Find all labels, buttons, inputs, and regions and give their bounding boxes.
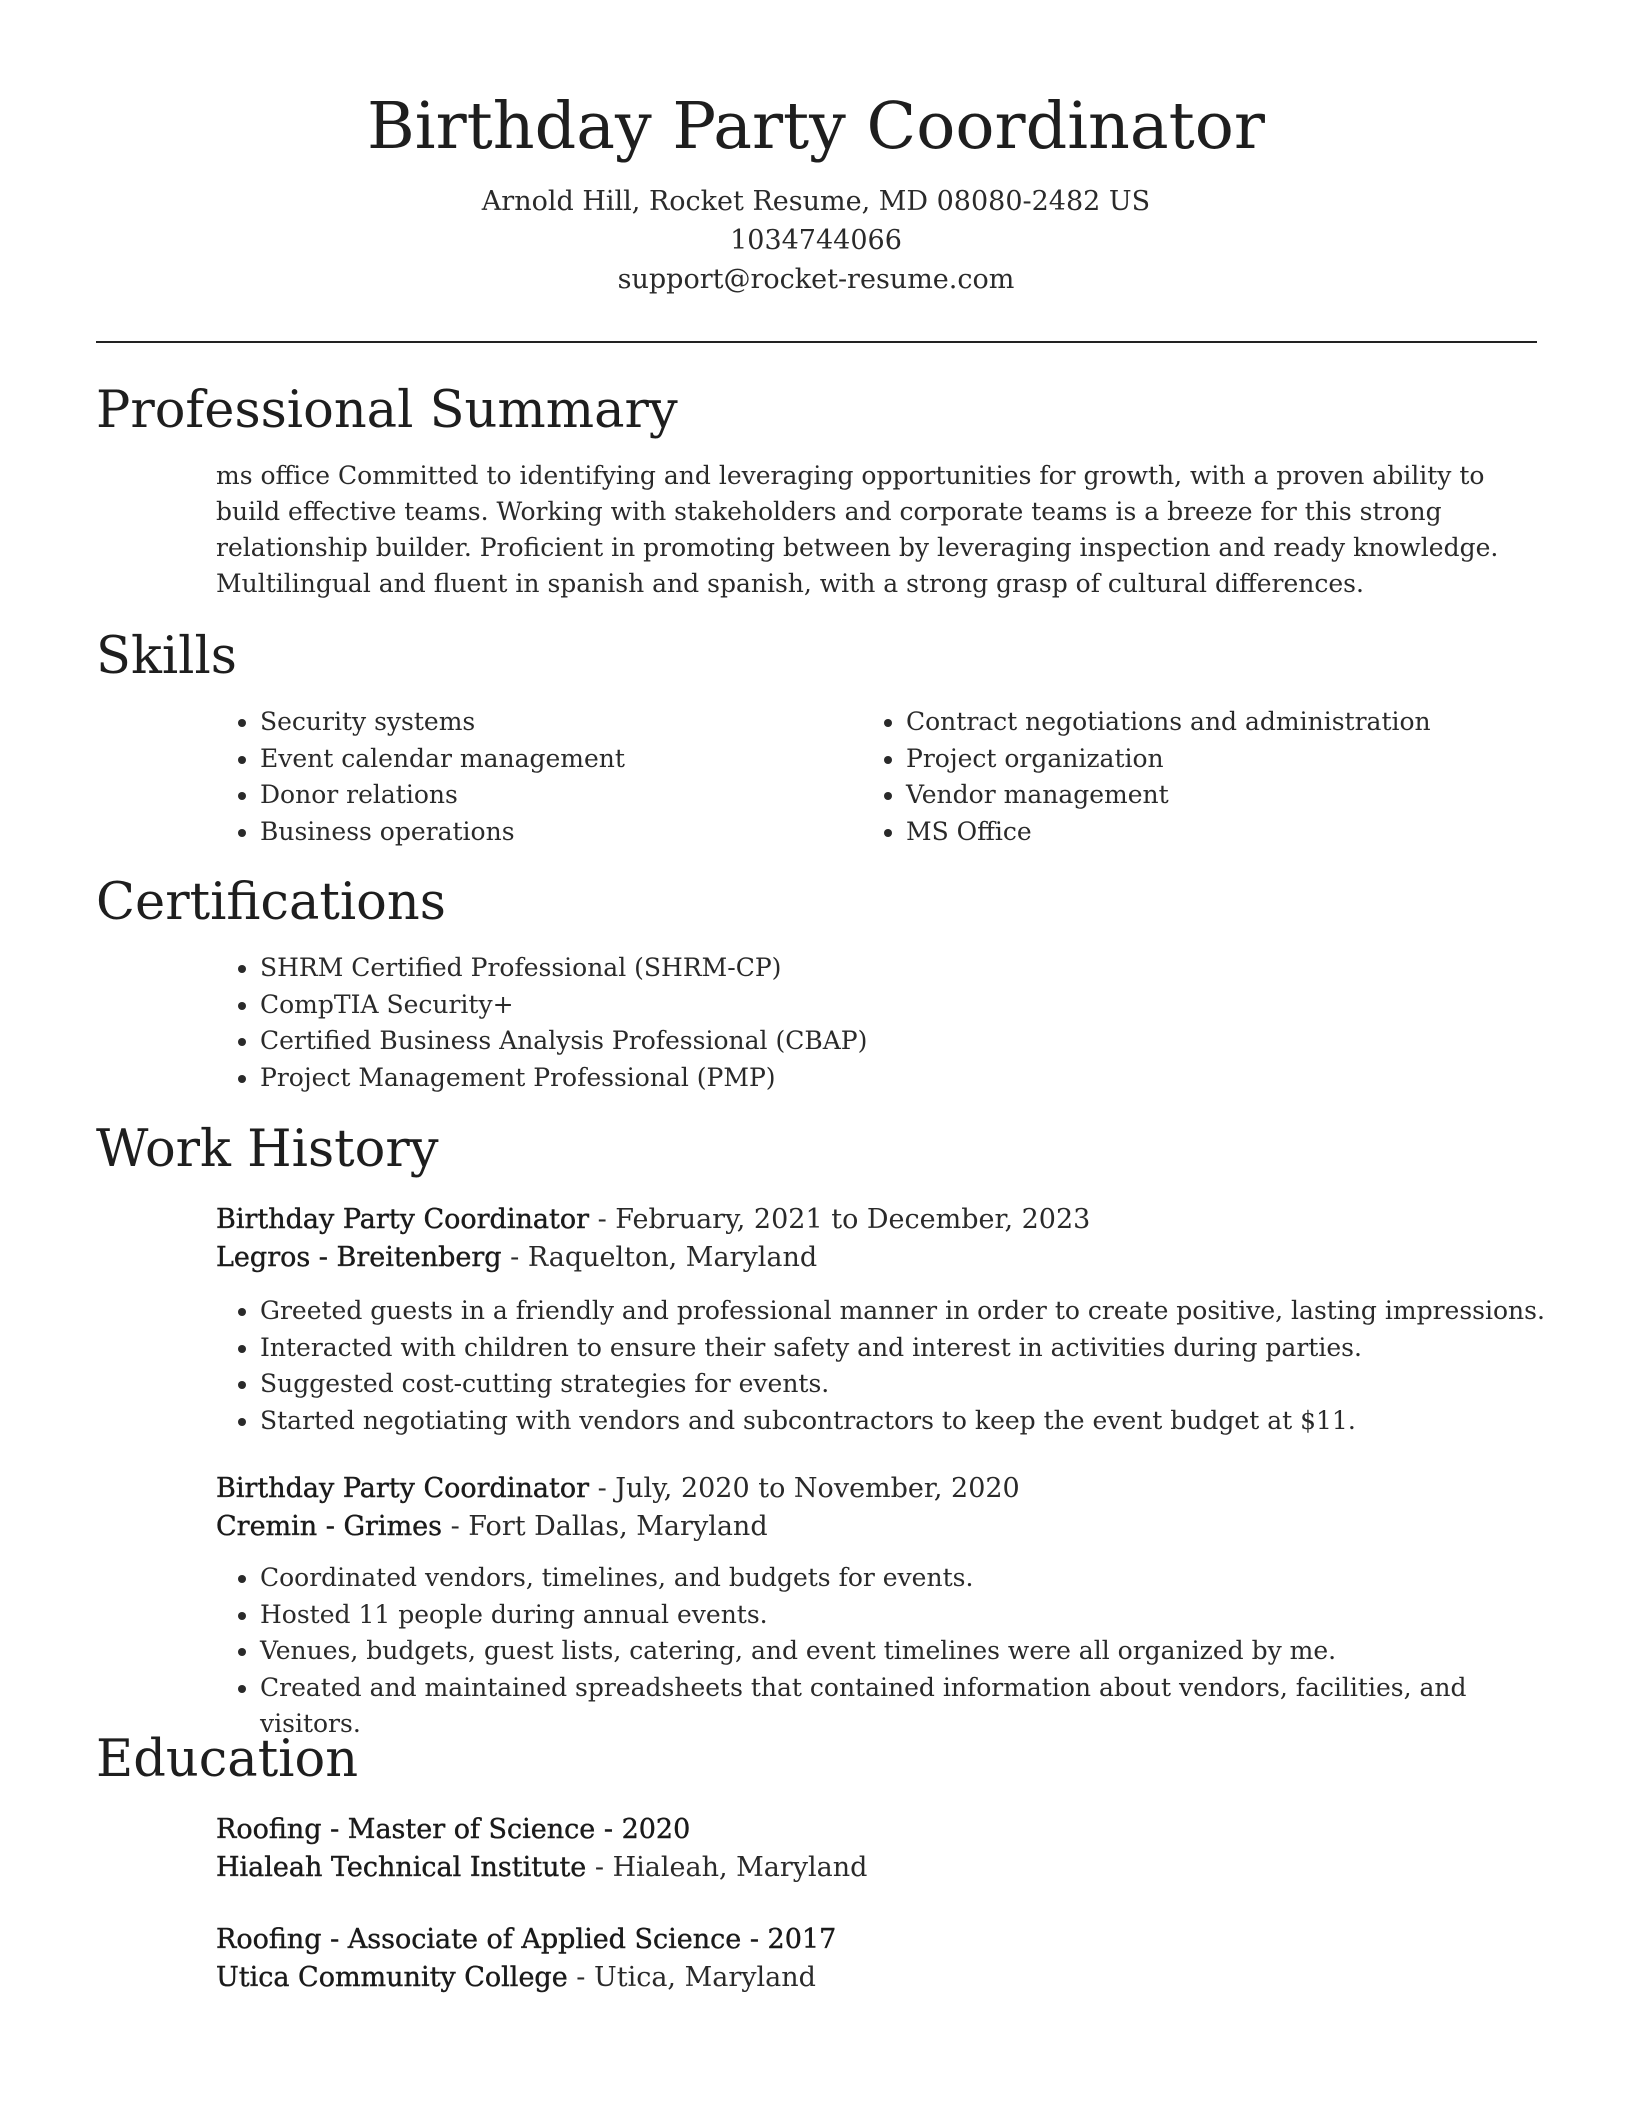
- job-bullet: • Coordinated vendors, timelines, and budgets for events.: [260, 1560, 1546, 1597]
- education-school: Hialeah Technical Institute: [216, 1852, 587, 1883]
- education-degree: Roofing - Associate of Applied Science - 2017: [216, 1924, 837, 1955]
- header-divider: [96, 341, 1537, 343]
- skill-item: • Vendor management: [906, 777, 1482, 814]
- certification-item: • Project Management Professional (PMP): [260, 1060, 1546, 1097]
- resume-header: [0, 0, 1632, 299]
- contact-block: [0, 182, 1632, 299]
- job-company: Cremin - Grimes: [216, 1511, 443, 1542]
- job-bullet: • Hosted 11 people during annual events.: [260, 1597, 1546, 1634]
- education-degree: Roofing - Master of Science - 2020: [216, 1814, 691, 1845]
- skill-item: • Event calendar management: [260, 741, 836, 778]
- education-location: - Utica, Maryland: [567, 1962, 816, 1993]
- job-location: - Fort Dallas, Maryland: [442, 1511, 768, 1542]
- job-bullet: • Greeted guests in a friendly and professional manner in order to create positive, lasting impressions.: [260, 1293, 1546, 1330]
- education-entry: [216, 1811, 1546, 1887]
- email: support@rocket-resume.com: [617, 264, 1015, 295]
- job-role: Birthday Party Coordinator: [216, 1204, 589, 1235]
- skills-column-right: [862, 704, 1482, 850]
- candidate-name: Birthday Party Coordinator: [367, 89, 1265, 164]
- job-title-line: [216, 1470, 1546, 1508]
- job-entry: [216, 1470, 1546, 1743]
- job-bullet: • Started negotiating with vendors and subcontractors to keep the event budget at $11.: [260, 1403, 1546, 1440]
- job-dates: - July, 2020 to November, 2020: [588, 1473, 1020, 1504]
- job-bullet: • Interacted with children to ensure their safety and interest in activities during parties.: [260, 1330, 1546, 1367]
- job-company-line: [216, 1239, 1546, 1277]
- education-school: Utica Community College: [216, 1962, 568, 1993]
- skill-item: • Project organization: [906, 741, 1482, 778]
- address: Arnold Hill, Rocket Resume, MD 08080-2482 US: [481, 186, 1151, 217]
- education-school-line: [216, 1849, 1546, 1887]
- job-company: Legros - Breitenberg: [216, 1242, 502, 1273]
- certification-item: • CompTIA Security+: [260, 987, 1546, 1024]
- job-bullet: • Created and maintained spreadsheets that contained information about vendors, facilities, and visitors.: [260, 1670, 1546, 1743]
- job-location: - Raquelton, Maryland: [501, 1242, 818, 1273]
- skill-item: • MS Office: [906, 814, 1482, 851]
- job-dates: - February, 2021 to December, 2023: [588, 1204, 1091, 1235]
- skill-item: • Contract negotiations and administration: [906, 704, 1482, 741]
- skills-column-left: [216, 704, 836, 850]
- education-entry: [216, 1921, 1546, 1997]
- job-title-line: [216, 1201, 1546, 1239]
- skill-item: • Donor relations: [260, 777, 836, 814]
- education-school-line: [216, 1959, 1546, 1997]
- job-company-line: [216, 1508, 1546, 1546]
- certification-item: • SHRM Certified Professional (SHRM-CP): [260, 950, 1546, 987]
- job-entry: [216, 1201, 1546, 1439]
- skill-item: • Security systems: [260, 704, 836, 741]
- summary-text: ms office Committed to identifying and leveraging opportunities for growth, with a proven ability to build effective teams. Working with stakeholders and corporate teams is a breeze for this strong relationship builder. Proficient in promoting between by leveraging inspection and ready knowledge. Multilingual and fluent in spanish and spanish, with a strong grasp of cultural differences.: [216, 461, 1499, 598]
- skills-heading: Skills: [96, 627, 237, 686]
- education-heading: Education: [96, 1730, 359, 1789]
- job-bullet: • Venues, budgets, guest lists, catering, and event timelines were all organized by me.: [260, 1633, 1546, 1670]
- job-bullet: • Suggested cost-cutting strategies for events.: [260, 1366, 1546, 1403]
- certifications-list: [216, 950, 1546, 1096]
- education-location: - Hialeah, Maryland: [586, 1852, 868, 1883]
- summary-heading: Professional Summary: [96, 381, 678, 440]
- certification-item: • Certified Business Analysis Professional (CBAP): [260, 1023, 1546, 1060]
- certifications-heading: Certifications: [96, 873, 446, 932]
- work-history-heading: Work History: [96, 1120, 439, 1179]
- phone: 1034744066: [730, 225, 902, 256]
- skill-item: • Business operations: [260, 814, 836, 851]
- job-role: Birthday Party Coordinator: [216, 1473, 589, 1504]
